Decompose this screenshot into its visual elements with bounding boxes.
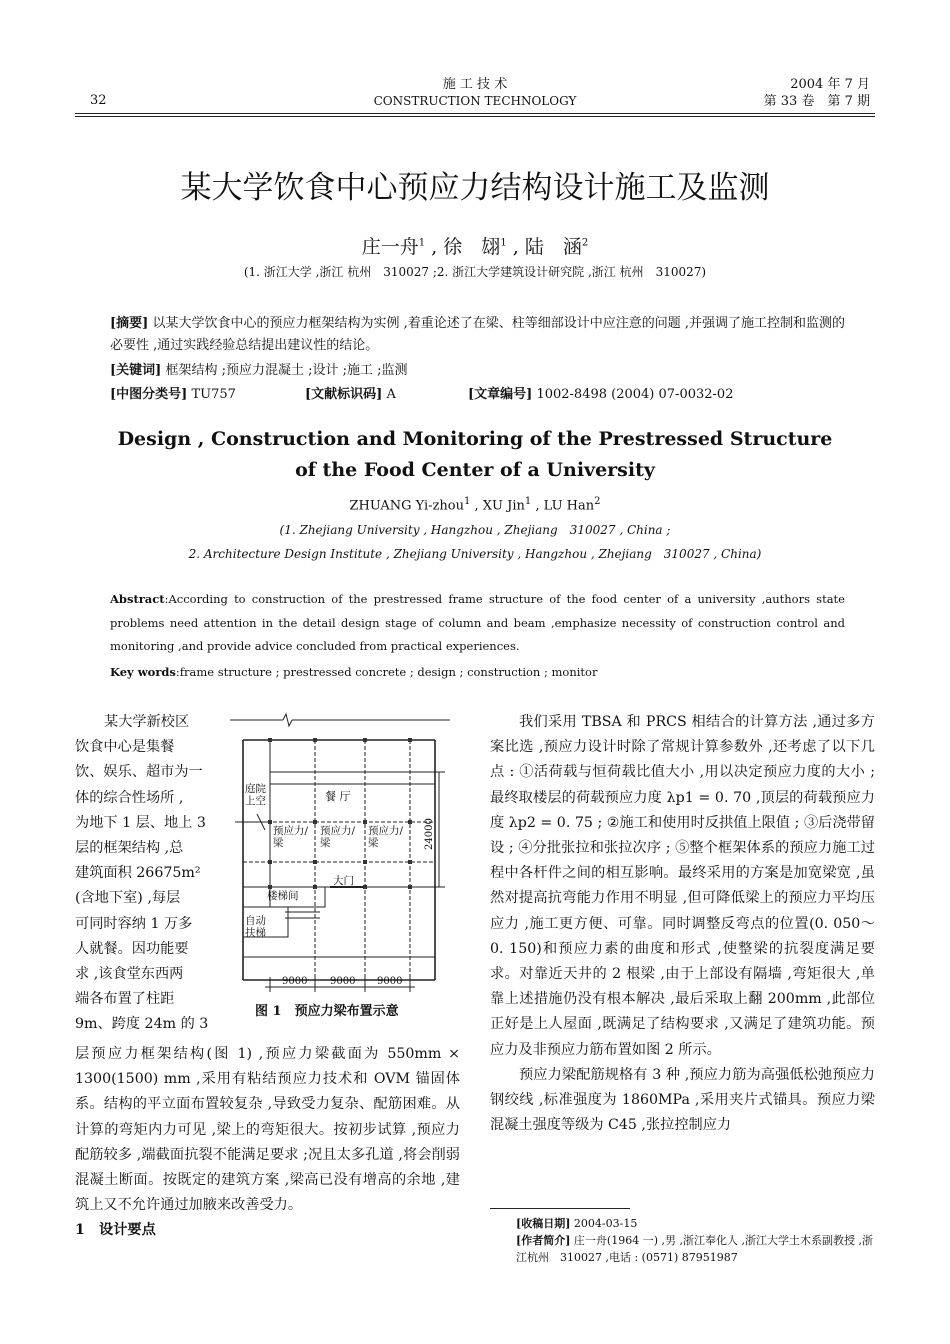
author-bio-label: [作者简介] <box>516 1234 571 1247</box>
courtyard-label: 庭院 <box>245 783 266 795</box>
beam-label-1b: 梁 <box>273 837 284 849</box>
received-date: 2004-03-15 <box>573 1217 638 1230</box>
body-line: (含地下室) ,每层 <box>75 890 181 907</box>
abstract-cn <box>110 313 845 357</box>
paper-title: 某大学饮食中心预应力结构设计施工及监测 <box>180 170 770 206</box>
issue-date: 2004 年 7 月 <box>790 77 870 92</box>
beam-label-2: 预应力/ <box>320 825 356 837</box>
right-column-body <box>490 710 875 1138</box>
dimension-vertical: 24000 <box>424 818 435 850</box>
body-line: 饮、娱乐、超市为一 <box>75 764 203 781</box>
issue-volume: 第 33 卷 第 7 期 <box>763 94 870 109</box>
author-name: 徐 翃 <box>443 236 501 258</box>
affiliations: (1. 浙江大学 ,浙江 杭州 310027 ;2. 浙江大学建筑设计研究院 ,浙江 杭州 310027) <box>243 265 707 279</box>
body-line: 求 ,该食堂东西两 <box>75 966 184 983</box>
doc-code-value: A <box>386 387 396 402</box>
english-title <box>0 424 950 486</box>
english-title-line: Design , Construction and Monitoring of the Prestressed Structure <box>117 428 833 450</box>
header-rule-2 <box>75 116 875 117</box>
abstract-en-label: Abstract <box>110 592 165 606</box>
clc-value: TU757 <box>191 387 236 402</box>
body-line: 某大学新校区 <box>104 714 190 730</box>
author-mark: 2 <box>594 496 601 507</box>
english-title-line: of the Food Center of a University <box>295 459 655 481</box>
author-mark: 1 <box>500 237 507 249</box>
author-mark: 1 <box>524 496 532 507</box>
body-line: 端各布置了柱距 <box>75 991 175 1008</box>
beam-label-3b: 梁 <box>368 837 379 849</box>
abstract-en-text: :According to construction of the prestressed frame structure of the food center of a university ,authors state problems need attention in the detail design stage of column and beam ,emphasize necessity of construction control and monitoring ,and provide advice concluded from practical experiences. <box>110 592 845 653</box>
author-list: 庄一舟$^1$ , 徐 翃$^1$ , 陆 涵$^2$ <box>361 236 589 258</box>
beam-label-3: 预应力/ <box>368 825 404 837</box>
section-heading: 1 设计要点 <box>75 1222 156 1239</box>
received-label: [收稿日期] <box>516 1217 571 1230</box>
header-rule <box>75 113 875 114</box>
doc-code-label: [文献标识码] <box>305 387 383 402</box>
article-no-value: 1002-8498 (2004) 07-0032-02 <box>536 387 734 402</box>
body-line: 体的综合性场所 , <box>75 789 184 806</box>
page-number: 32 <box>90 93 107 108</box>
dimension-bay: 9000 <box>282 976 308 987</box>
keywords-cn-text: 框架结构 ;预应力混凝土 ;设计 ;施工 ;监测 <box>165 363 408 378</box>
column-markers <box>268 738 412 889</box>
left-column-body <box>75 1042 460 1244</box>
abstract-cn-text: 以某大学饮食中心的预应力框架结构为实例 ,着重论述了在梁、柱等细部设计中应注意的问题 ,并强调了施工控制和监测的必要性 ,通过实践经验总结提出建议性的结论。 <box>110 316 845 353</box>
journal-name-cn: 施 工 技 术 <box>442 77 508 92</box>
author-mark: 2 <box>581 237 589 249</box>
keywords-cn <box>110 360 845 382</box>
footnote <box>516 1215 876 1266</box>
body-line: 为地下 1 层、地上 3 <box>75 814 206 831</box>
body-line: 人就餐。因功能要 <box>75 940 189 957</box>
english-affiliations <box>0 518 950 566</box>
author-name-en: , XU Jin <box>474 498 525 514</box>
body-paragraph: 层预应力框架结构(图 1) ,预应力梁截面为 550mm × 1300(1500) mm ,采用有粘结预应力技术和 OVM 锚固体系。结构的平立面布置较复杂 ,导致受力复杂、配筋困难。从计算的弯矩内力可见 ,梁上的弯矩很大。按初步试算 ,预应力配筋较多 ,端截面抗裂不能满足要求 ;况且太多孔道 ,将会削弱混凝土断面。按既定的建筑方案 ,梁高已没有增高的余地 ,建筑上又不允许通过加腋来改善受力。 <box>75 1046 460 1214</box>
gate-label: 大门 <box>333 875 354 887</box>
article-no-label: [文章编号] <box>468 387 533 402</box>
body-paragraph: 我们采用 TBSA 和 PRCS 相结合的计算方法 ,通过多方案比选 ,预应力设计时除了常规计算参数外 ,还考虑了以下几点 : ①活荷载与恒荷载比值大小 ,用以决定预应力度的大小 ;最终取楼层的荷载预应力度 λp1 = 0. 70 ,顶层的荷载预应力度 λp2 = 0. 75 ; ②施工和使用时反拱值上限值 ; ③后浇带留设 ; ④分批张拉和张拉次序 ; ⑤整个框架体系的预应力施工过程中各杆件之间的相互影响。最终采用的方案是加宽梁宽 ,虽然对提高抗弯能力作用不明显 ,但可降低梁上的预应力平均压应力 ,施工更方便、可靠。同时调整反弯点的位置(0. 050～0. 150)和预应力素的曲度和形式 ,使整梁的抗裂度满足要求。对靠近天井的 2 根梁 ,由于上部设有隔墙 ,弯矩很大 ,单靠上述措施仍没有根本解决 ,最后采取上翻 200mm ,此部位正好是上人屋面 ,既满足了结构要求 ,又满足了建筑功能。预应力及非预应力筋布置如图 2 所示。 <box>490 714 875 1058</box>
author-mark: 1 <box>464 496 471 507</box>
english-affiliation-line: (1. Zhejiang University , Hangzhou , Zhejiang 310027 , China ; <box>279 523 671 537</box>
hall-label: 餐 厅 <box>325 790 351 803</box>
stairs-label: 楼梯间 <box>267 890 299 902</box>
author-mark: 1 <box>418 237 426 249</box>
figure-1-floor-plan <box>225 712 465 1002</box>
courtyard-label-2: 上空 <box>245 795 266 807</box>
keywords-en-label: Key words <box>110 665 176 679</box>
keywords-en-text: :frame structure ; prestressed concrete ; design ; construction ; monitor <box>175 665 598 679</box>
english-authors <box>0 496 950 513</box>
beam-label-2b: 梁 <box>320 837 331 849</box>
body-paragraph: 预应力梁配筋规格有 3 种 ,预应力筋为高强低松弛预应力钢绞线 ,标准强度为 1860MPa ,采用夹片式锚具。预应力梁混凝土强度等级为 C45 ,张拉控制应力 <box>490 1066 875 1134</box>
figure-1-caption: 图 1 预应力梁布置示意 <box>255 1004 399 1019</box>
escalator-label-2: 扶梯 <box>245 927 266 939</box>
keywords-en <box>110 661 845 685</box>
english-affiliation-line: 2. Architecture Design Institute , Zhejiang University , Hangzhou , Zhejiang 310027 , China) <box>188 547 762 561</box>
author-name: 陆 涵 <box>524 236 582 258</box>
beam-label-1: 预应力/ <box>273 825 309 837</box>
author-name-en: ZHUANG Yi-zhou <box>349 498 464 514</box>
abstract-cn-label: [摘要] <box>110 316 149 331</box>
escalator-label: 自动 <box>245 915 266 927</box>
body-line: 层的框架结构 ,总 <box>75 840 184 857</box>
footnote-rule <box>490 1208 630 1209</box>
journal-name-en: CONSTRUCTION TECHNOLOGY <box>373 94 577 108</box>
body-line: 可同时容纳 1 万多 <box>75 915 193 932</box>
abstract-en <box>110 588 845 659</box>
author-name-en: , LU Han <box>535 498 595 514</box>
dimension-bay: 9000 <box>330 976 356 987</box>
clc-label: [中图分类号] <box>110 387 188 402</box>
dimension-bay: 9000 <box>377 976 403 987</box>
author-bio: 庄一舟(1964 一) ,男 ,浙江奉化人 ,浙江大学土木系副教授 ,浙江杭州 310027 ,电话 : (0571) 87951987 <box>516 1234 873 1264</box>
body-line: 建筑面积 26675m² <box>75 865 201 882</box>
left-column-narrow <box>75 710 210 1038</box>
body-line: 饮食中心是集餐 <box>75 739 175 756</box>
author-name: 庄一舟 <box>361 236 419 258</box>
keywords-cn-label: [关键词] <box>110 363 162 378</box>
body-line: 9m、跨度 24m 的 3 <box>75 1016 209 1033</box>
